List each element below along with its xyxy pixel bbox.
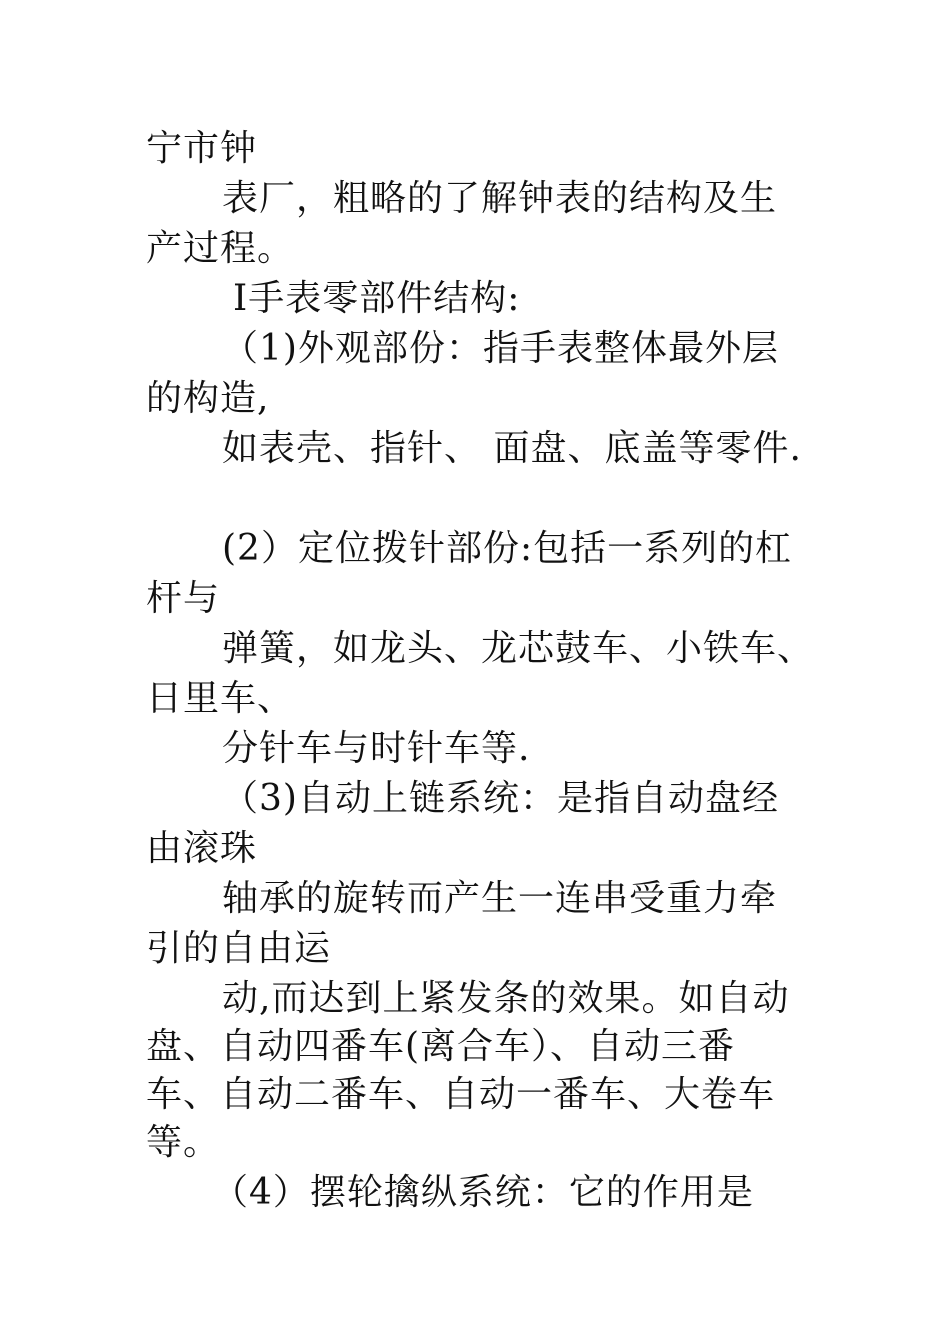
section-heading: Ⅰ手表零部件结构: [233, 278, 521, 319]
text-line: 产过程。 [146, 228, 295, 269]
text-line: 车、自动二番车、自动一番车、大卷车 [146, 1074, 776, 1115]
text-line: 由滚珠 [146, 828, 258, 869]
text-line: 表厂，粗略的了解钟表的结构及生 [222, 178, 778, 219]
text-line: 弹簧，如龙头、龙芯鼓车、小铁车、 [222, 628, 815, 669]
text-line: 宁市钟 [146, 128, 258, 169]
text-line: 杆与 [146, 578, 221, 619]
text-line: 动,而达到上紧发条的效果。如自动 [222, 978, 790, 1019]
text-line: 如表壳、指针、 面盘、底盖等零件. [222, 428, 802, 469]
text-line: 的构造, [146, 378, 270, 419]
text-line: 引的自由运 [146, 928, 332, 969]
text-line: (2）定位拨针部份:包括一系列的杠 [222, 528, 793, 569]
text-line: 分针车与时针车等. [222, 728, 531, 769]
text-line: （4）摆轮擒纵系统：它的作用是 [212, 1172, 754, 1213]
text-line: （1)外观部份：指手表整体最外层 [222, 328, 779, 369]
text-line: 轴承的旋转而产生一连串受重力牵 [222, 878, 778, 919]
text-line: 等。 [146, 1122, 221, 1163]
text-line: （3)自动上链系统：是指自动盘经 [222, 778, 779, 819]
text-line: 日里车、 [146, 678, 295, 719]
text-line: 盘、自动四番车(离合车）、自动三番 [146, 1026, 736, 1067]
